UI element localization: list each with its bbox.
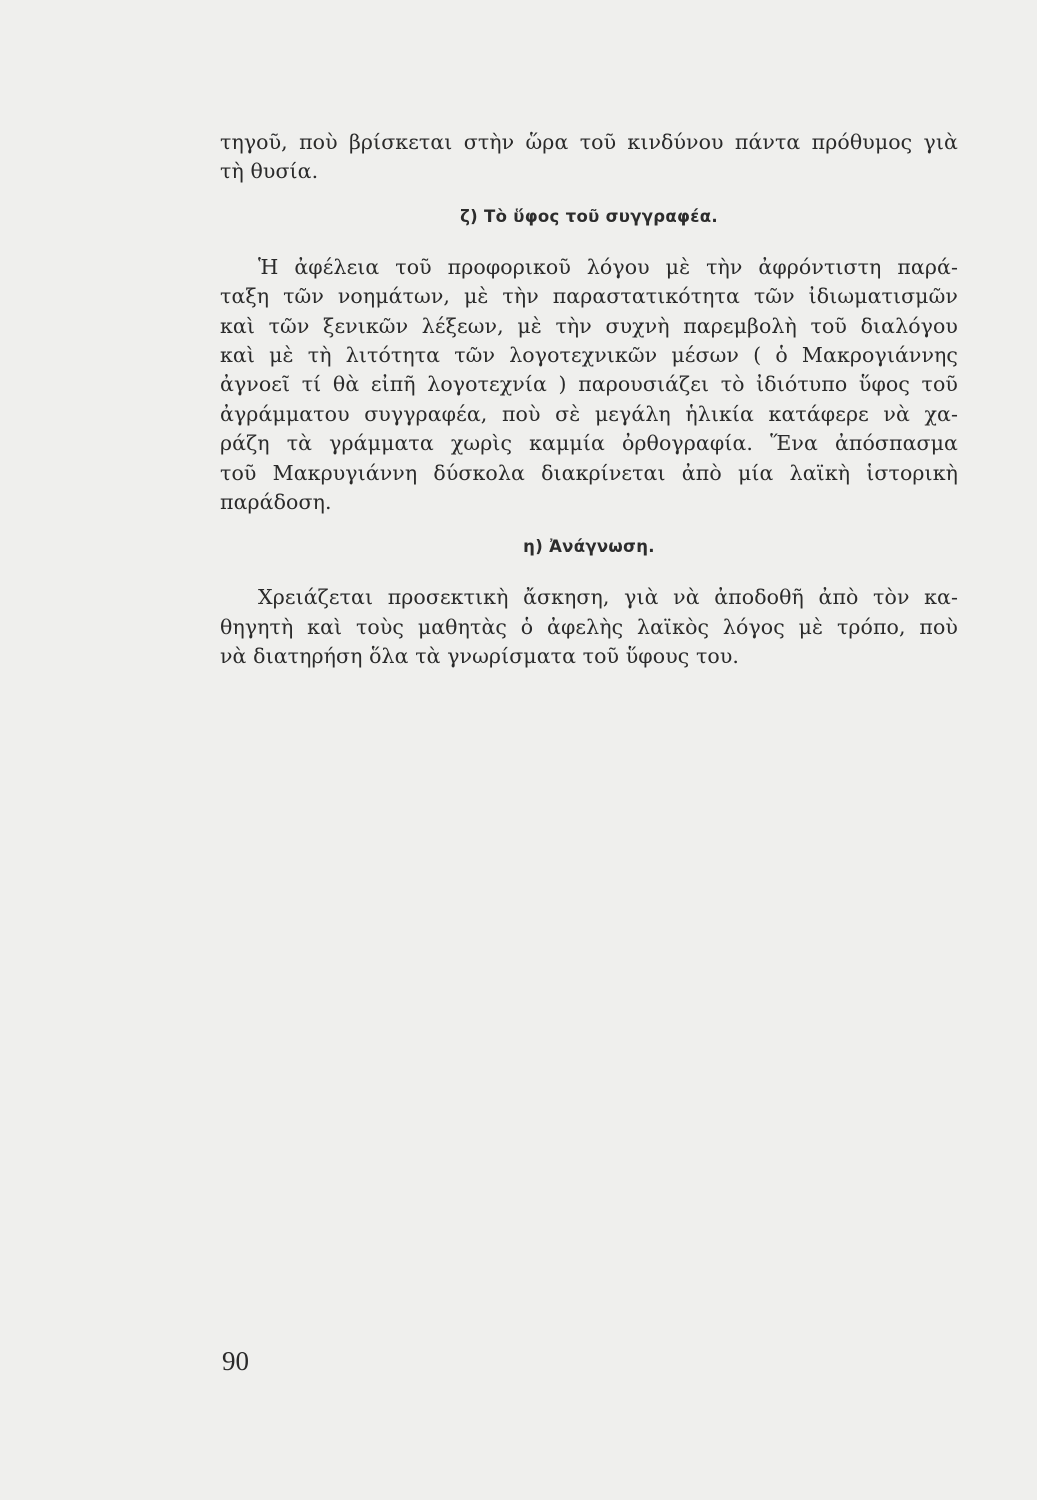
reading-paragraph bbox=[220, 583, 958, 671]
text-line: ἀγνοεῖ τί θὰ εἰπῆ λογοτεχνία ) παρουσιάζει τὸ ἰδιότυπο ὕφος τοῦ bbox=[220, 372, 958, 397]
text-line: ἀγράμματου συγγραφέα, ποὺ σὲ μεγάλη ἡλικία κατάφερε νὰ χα- bbox=[220, 401, 958, 426]
section-heading-reading: η) Ἀνάγνωση. bbox=[523, 537, 655, 557]
text-line: τὴ θυσία. bbox=[220, 159, 319, 184]
text-line: ράζη τὰ γράμματα χωρὶς καμμία ὀρθογραφία. Ἕνα ἀπόσπασμα bbox=[220, 431, 958, 456]
text-line: παράδοση. bbox=[220, 489, 332, 514]
text-line: καὶ τῶν ξενικῶν λέξεων, μὲ τὴν συχνὴ παρεμβολὴ τοῦ διαλόγου bbox=[220, 313, 958, 338]
intro-paragraph bbox=[220, 128, 958, 187]
section-heading-style: ζ) Τὸ ὕφος τοῦ συγγραφέα. bbox=[460, 206, 718, 226]
text-line: καὶ μὲ τὴ λιτότητα τῶν λογοτεχνικῶν μέσων ( ὁ Μακρογιάννης bbox=[220, 342, 958, 367]
text-line: θηγητὴ καὶ τοὺς μαθητὰς ὁ ἀφελὴς λαϊκὸς λόγος μὲ τρόπο, ποὺ bbox=[220, 614, 958, 639]
text-line: νὰ διατηρήση ὅλα τὰ γνωρίσματα τοῦ ὕφους του. bbox=[220, 644, 740, 669]
text-line: Ἡ ἀφέλεια τοῦ προφορικοῦ λόγου μὲ τὴν ἀφρόντιστη παρά- bbox=[258, 254, 958, 279]
page-number: 90 bbox=[222, 1346, 249, 1376]
page-body bbox=[220, 128, 958, 671]
text-line: ταξη τῶν νοημάτων, μὲ τὴν παραστατικότητα τῶν ἰδιωματισμῶν bbox=[220, 284, 958, 309]
text-line: Χρειάζεται προσεκτικὴ ἄσκηση, γιὰ νὰ ἀποδοθῆ ἀπὸ τὸν κα- bbox=[258, 585, 958, 610]
style-paragraph bbox=[220, 253, 958, 518]
text-line: τοῦ Μακρυγιάννη δύσκολα διακρίνεται ἀπὸ μία λαϊκὴ ἱστορικὴ bbox=[220, 460, 958, 485]
text-line: τηγοῦ, ποὺ βρίσκεται στὴν ὥρα τοῦ κινδύνου πάντα πρόθυμος γιὰ bbox=[220, 130, 958, 154]
